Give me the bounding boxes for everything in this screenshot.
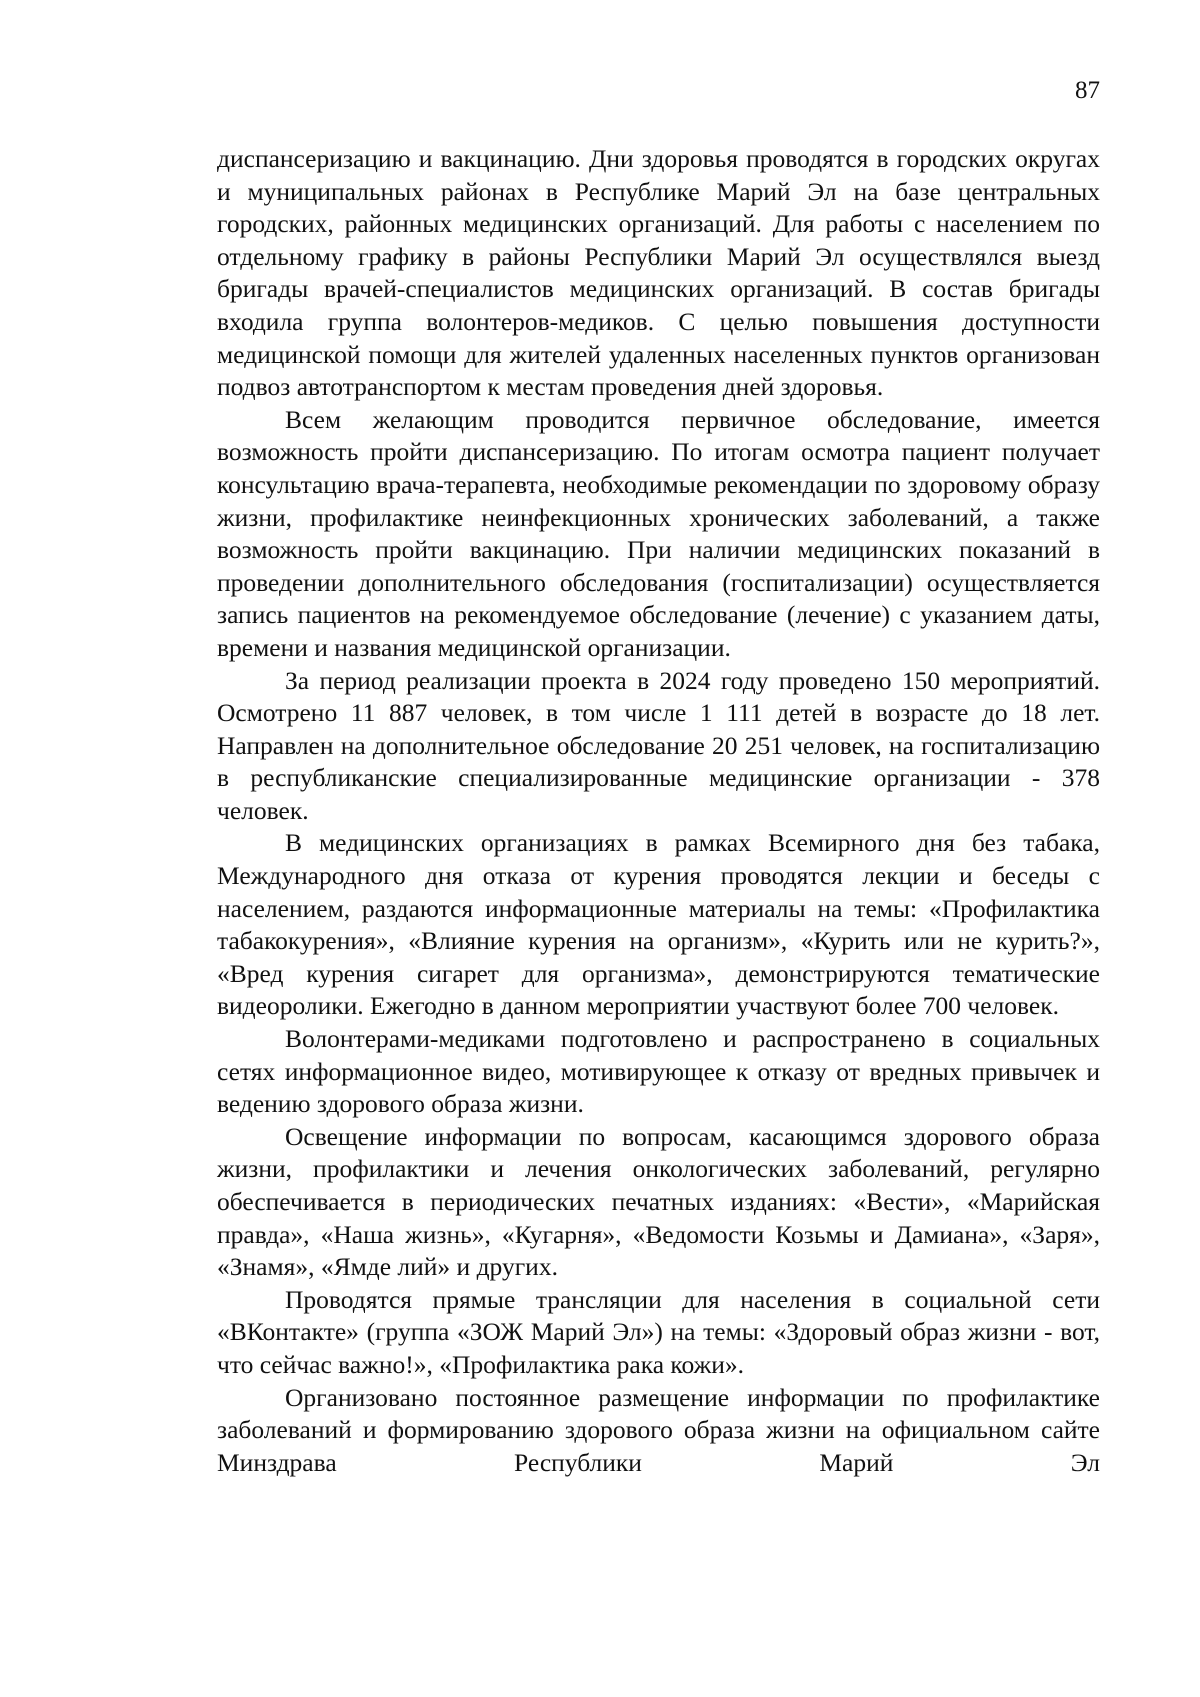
paragraph-examination: Всем желающим проводится первичное обследование, имеется возможность пройти диспансеризацию. По итогам осмотра пациент получает консультацию врача-терапевта, необходимые рекомендации по здоровому образу жизни, профилактике неинфекционных хронических заболеваний, а также возможность пройти вакцинацию. При наличии медицинских показаний в проведении дополнительного обследования (госпитализации) осуществляется запись пациентов на рекомендуемое обследование (лечение) с указанием даты, времени и названия медицинской организации. (217, 404, 1100, 662)
paragraph-live-broadcasts: Проводятся прямые трансляции для населения в социальной сети «ВКонтакте» (группа «ЗОЖ Марий Эл») на темы: «Здоровый образ жизни - вот, что сейчас важно!», «Профилактика рака кожи». (217, 1284, 1100, 1379)
document-body (217, 143, 1100, 1479)
paragraph-website-info: Организовано постоянное размещение информации по профилактике заболеваний и формированию здорового образа жизни на официальном сайте Минздрава Республики Марий Эл (217, 1382, 1100, 1477)
paragraph-project-results: За период реализации проекта в 2024 году проведено 150 мероприятий. Осмотрено 11 887 человек, в том числе 1 111 детей в возрасте до 18 лет. Направлен на дополнительное обследование 20 251 человек, на госпитализацию в республиканские специализированные медицинские организации - 378 человек. (217, 665, 1100, 825)
paragraph-press-coverage: Освещение информации по вопросам, касающимся здорового образа жизни, профилактики и лечения онкологических заболеваний, регулярно обеспечивается в периодических печатных изданиях: «Вести», «Марийская правда», «Наша жизнь», «Кугарня», «Ведомости Козьмы и Дамиана», «Заря», «Знамя», «Ямде лий» и других. (217, 1121, 1100, 1282)
page-number: 87 (1075, 77, 1100, 104)
paragraph-health-days: диспансеризацию и вакцинацию. Дни здоровья проводятся в городских округах и муниципальных районах в Республике Марий Эл на базе центральных городских, районных медицинских организаций. Для работы с населением по отдельному графику в районы Республики Марий Эл осуществлялся выезд бригады врачей-специалистов медицинских организаций. В состав бригады входила группа волонтеров-медиков. С целью повышения доступности медицинской помощи для жителей удаленных населенных пунктов организован подвоз автотранспортом к местам проведения дней здоровья. (217, 144, 1100, 402)
paragraph-volunteer-video: Волонтерами-медиками подготовлено и распространено в социальных сетях информационное видео, мотивирующее к отказу от вредных привычек и ведению здорового образа жизни. (217, 1024, 1100, 1119)
paragraph-anti-smoking: В медицинских организациях в рамках Всемирного дня без табака, Международного дня отказа от курения проводятся лекции и беседы с населением, раздаются информационные материалы на темы: «Профилактика табакокурения», «Влияние курения на организм», «Курить или не курить?», «Вред курения сигарет для организма», демонстрируются тематические видеоролики. Ежегодно в данном мероприятии участвуют более 700 человек. (217, 828, 1100, 1021)
